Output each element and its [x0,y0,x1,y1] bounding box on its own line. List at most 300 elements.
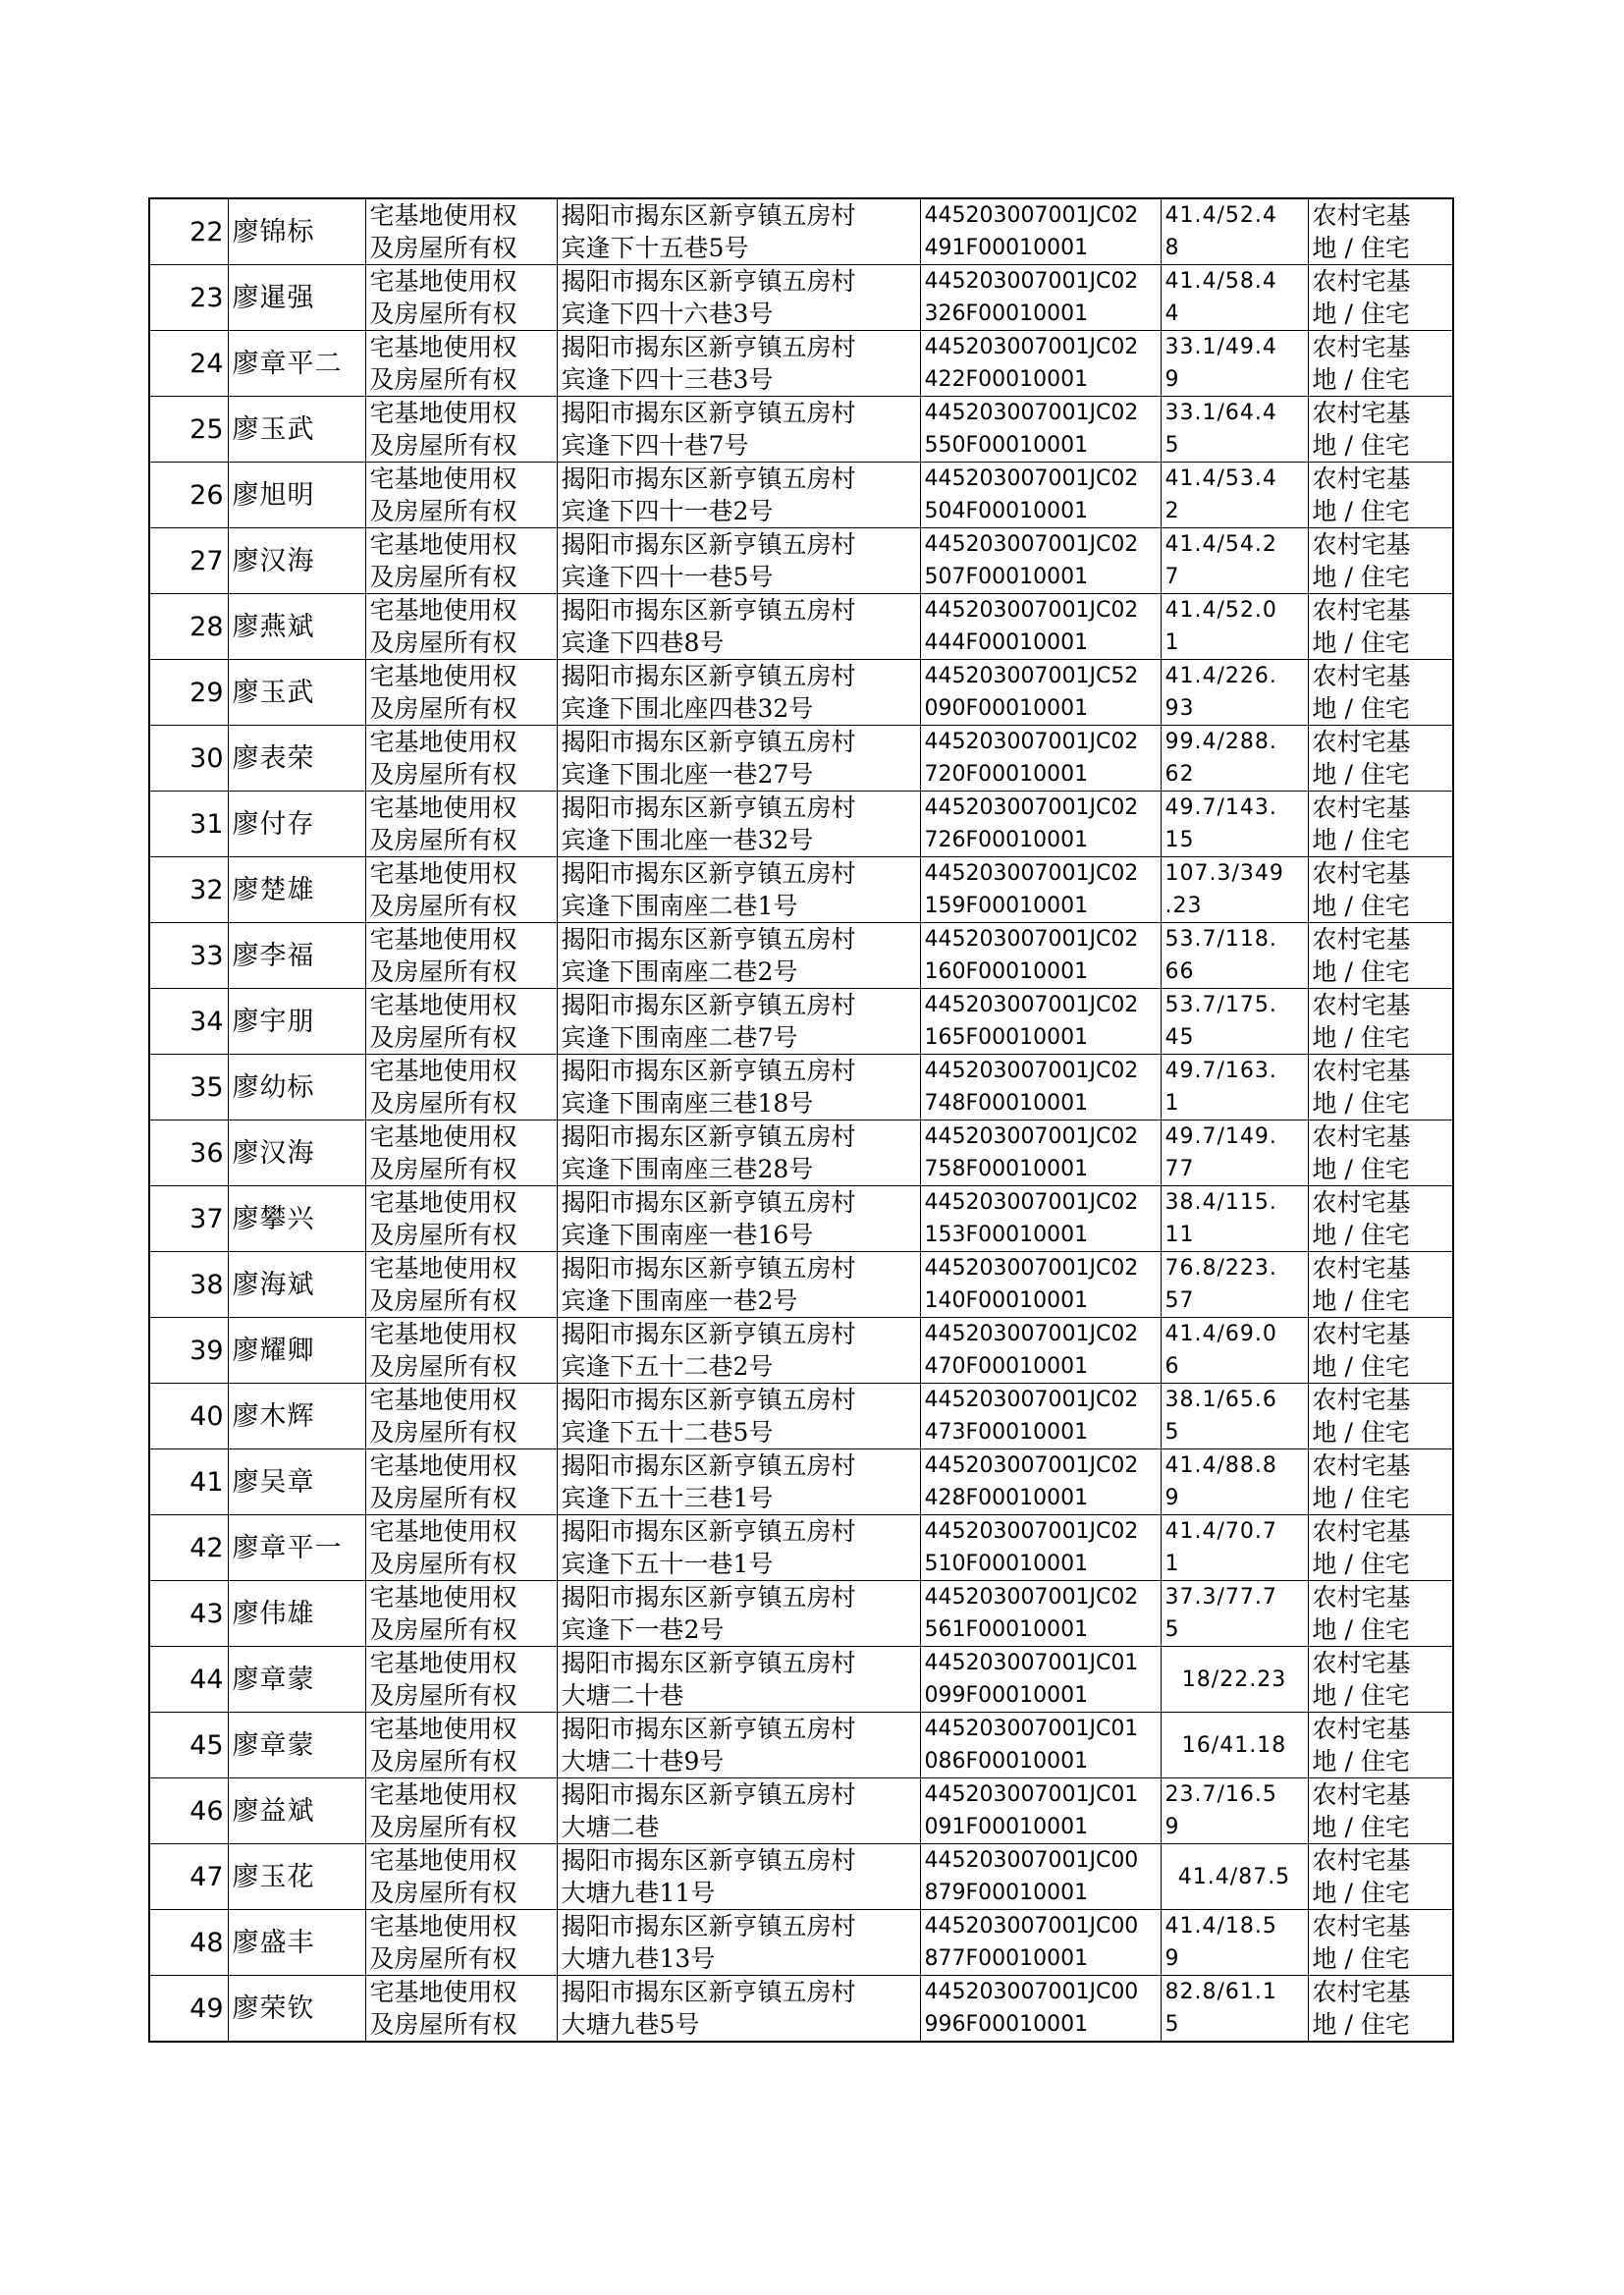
right-type-line: 宅基地使用权 [369,1517,517,1546]
right-type-line: 及房屋所有权 [369,694,517,723]
row-number-cell: 35 [149,1055,228,1120]
area-line: 57 [1164,1288,1195,1313]
table-row [149,1581,1453,1647]
address-line: 大塘二巷 [561,1813,660,1841]
area-line: 1 [1164,1091,1180,1116]
unit-code-line: 444F00010001 [924,630,1089,655]
owner-name-cell: 廖燕斌 [228,594,365,660]
land-use-cell [1308,1449,1453,1515]
right-type-cell [365,594,557,660]
area-line: 9 [1164,1486,1180,1510]
table-row [149,1318,1453,1384]
table-row [149,594,1453,660]
right-type-cell [365,198,557,265]
address-line: 揭阳市揭东区新亨镇五房村 [561,1517,856,1546]
right-type-line: 宅基地使用权 [369,596,517,625]
area-cell [1161,1252,1308,1318]
area-line: 5 [1164,2012,1180,2037]
address-line: 宾逢下围北座一巷32号 [561,826,814,854]
address-line: 揭阳市揭东区新亨镇五房村 [561,1780,856,1809]
owner-name-cell: 廖伟雄 [228,1581,365,1647]
address-cell [557,1055,920,1120]
right-type-line: 及房屋所有权 [369,1023,517,1052]
address-line: 宾逢下围北座四巷32号 [561,694,814,723]
address-cell [557,331,920,397]
right-type-line: 及房屋所有权 [369,1747,517,1776]
right-type-line: 及房屋所有权 [369,497,517,525]
unit-code-cell [920,594,1161,660]
land-use-line: 地 / 住宅 [1312,1155,1410,1183]
address-line: 揭阳市揭东区新亨镇五房村 [561,596,856,625]
unit-code-line: 428F00010001 [924,1486,1089,1510]
right-type-line: 宅基地使用权 [369,201,517,230]
unit-code-line: 445203007001JC01 [924,1717,1139,1741]
row-number-cell: 46 [149,1778,228,1844]
address-cell [557,1844,920,1910]
area-line: 1 [1164,1552,1180,1576]
table-row [149,1515,1453,1581]
area-cell [1161,1120,1308,1186]
right-type-cell [365,857,557,923]
owner-name-cell: 廖攀兴 [228,1186,365,1252]
land-use-line: 农村宅基 [1312,1846,1411,1875]
area-cell [1161,1647,1308,1713]
area-line: 33.1/49.4 [1164,335,1277,359]
land-use-cell [1308,857,1453,923]
owner-name-cell: 廖幼标 [228,1055,365,1120]
land-use-line: 地 / 住宅 [1312,2010,1410,2039]
land-use-cell [1308,463,1453,528]
area-cell [1161,463,1308,528]
area-line: 41.4/226. [1164,664,1277,688]
unit-code-cell [920,1252,1161,1318]
area-cell [1161,660,1308,726]
area-cell [1161,1318,1308,1384]
right-type-line: 及房屋所有权 [369,1813,517,1841]
row-number-cell: 30 [149,726,228,792]
land-use-cell [1308,1844,1453,1910]
land-use-line: 农村宅基 [1312,267,1411,296]
area-line: 9 [1164,367,1180,392]
unit-code-line: 445203007001JC02 [924,1256,1139,1281]
unit-code-line: 510F00010001 [924,1552,1089,1576]
land-use-line: 农村宅基 [1312,1122,1411,1151]
row-number-cell: 26 [149,463,228,528]
right-type-line: 宅基地使用权 [369,1188,517,1217]
right-type-cell [365,1844,557,1910]
land-use-line: 地 / 住宅 [1312,365,1410,394]
land-use-line: 地 / 住宅 [1312,1221,1410,1249]
land-use-cell [1308,1713,1453,1778]
owner-name-cell: 廖汉海 [228,528,365,594]
unit-code-cell [920,463,1161,528]
table-row [149,1384,1453,1449]
address-line: 大塘九巷5号 [561,2010,700,2039]
address-line: 宾逢下围南座一巷2号 [561,1286,798,1315]
area-line: 38.1/65.6 [1164,1388,1277,1412]
address-line: 宾逢下围南座二巷1号 [561,892,798,920]
address-cell [557,857,920,923]
right-type-cell [365,792,557,857]
area-line: 77 [1164,1157,1195,1181]
land-use-line: 农村宅基 [1312,530,1411,559]
unit-code-line: 445203007001JC02 [924,1059,1139,1083]
area-cell [1161,1449,1308,1515]
unit-code-line: 996F00010001 [924,2012,1089,2037]
unit-code-line: 422F00010001 [924,367,1089,392]
right-type-cell [365,528,557,594]
unit-code-line: 470F00010001 [924,1354,1089,1379]
row-number-cell: 24 [149,331,228,397]
land-use-cell [1308,528,1453,594]
land-use-line: 地 / 住宅 [1312,300,1410,328]
area-cell [1161,397,1308,463]
area-cell [1161,1778,1308,1844]
right-type-line: 宅基地使用权 [369,991,517,1019]
unit-code-cell [920,397,1161,463]
unit-code-line: 561F00010001 [924,1617,1089,1642]
table-row [149,528,1453,594]
right-type-line: 及房屋所有权 [369,1089,517,1118]
address-cell [557,1713,920,1778]
address-cell [557,1778,920,1844]
address-line: 揭阳市揭东区新亨镇五房村 [561,530,856,559]
unit-code-line: 326F00010001 [924,301,1089,326]
area-line: 15 [1164,828,1195,852]
right-type-line: 宅基地使用权 [369,399,517,427]
land-use-line: 农村宅基 [1312,1583,1411,1612]
right-type-cell [365,331,557,397]
land-use-cell [1308,1186,1453,1252]
address-line: 揭阳市揭东区新亨镇五房村 [561,267,856,296]
right-type-line: 及房屋所有权 [369,1879,517,1907]
area-cell [1161,331,1308,397]
address-line: 揭阳市揭东区新亨镇五房村 [561,1583,856,1612]
address-line: 揭阳市揭东区新亨镇五房村 [561,1188,856,1217]
right-type-line: 宅基地使用权 [369,333,517,361]
land-use-line: 农村宅基 [1312,1912,1411,1940]
address-cell [557,1515,920,1581]
area-line: 16/41.18 [1181,1732,1287,1758]
area-line: 41.4/54.2 [1164,532,1277,557]
unit-code-line: 445203007001JC02 [924,795,1139,820]
land-use-line: 农村宅基 [1312,1517,1411,1546]
table-row [149,1713,1453,1778]
table-row [149,1055,1453,1120]
table-row [149,660,1453,726]
land-use-cell [1308,1515,1453,1581]
area-line: 41.4/69.0 [1164,1322,1277,1346]
right-type-cell [365,1647,557,1713]
area-line: 1 [1164,630,1180,655]
address-cell [557,923,920,989]
address-line: 宾逢下四巷8号 [561,628,725,657]
area-line: 49.7/163. [1164,1059,1277,1083]
owner-name-cell: 廖锦标 [228,198,365,265]
unit-code-line: 550F00010001 [924,433,1089,458]
right-type-line: 及房屋所有权 [369,300,517,328]
unit-code-line: 099F00010001 [924,1683,1089,1708]
owner-name-cell: 廖付存 [228,792,365,857]
owner-name-cell: 廖章平二 [228,331,365,397]
unit-code-line: 445203007001JC02 [924,269,1139,294]
unit-code-line: 090F00010001 [924,696,1089,721]
right-type-line: 及房屋所有权 [369,1418,517,1447]
right-type-cell [365,1384,557,1449]
area-line: 41.4/70.7 [1164,1519,1277,1544]
right-type-line: 宅基地使用权 [369,464,517,493]
right-type-cell [365,265,557,331]
address-line: 揭阳市揭东区新亨镇五房村 [561,464,856,493]
land-use-cell [1308,1252,1453,1318]
land-use-line: 农村宅基 [1312,1780,1411,1809]
unit-code-cell [920,1055,1161,1120]
row-number-cell: 27 [149,528,228,594]
area-cell [1161,726,1308,792]
area-line: 93 [1164,696,1195,721]
land-use-line: 农村宅基 [1312,1188,1411,1217]
address-line: 揭阳市揭东区新亨镇五房村 [561,1386,856,1414]
address-line: 宾逢下围南座二巷2号 [561,957,798,986]
land-use-line: 地 / 住宅 [1312,1286,1410,1315]
unit-code-cell [920,528,1161,594]
unit-code-cell [920,923,1161,989]
area-line: 9 [1164,1946,1180,1971]
right-type-line: 及房屋所有权 [369,431,517,460]
land-use-line: 地 / 住宅 [1312,1813,1410,1841]
right-type-line: 宅基地使用权 [369,1715,517,1743]
area-line: 49.7/149. [1164,1124,1277,1149]
unit-code-line: 140F00010001 [924,1288,1089,1313]
row-number-cell: 49 [149,1976,228,2043]
owner-name-cell: 廖玉武 [228,397,365,463]
right-type-line: 宅基地使用权 [369,1978,517,2006]
right-type-cell [365,1186,557,1252]
area-line: 18/22.23 [1181,1667,1287,1692]
right-type-line: 及房屋所有权 [369,1286,517,1315]
land-use-line: 地 / 住宅 [1312,826,1410,854]
unit-code-cell [920,792,1161,857]
right-type-line: 宅基地使用权 [369,662,517,690]
table-row [149,989,1453,1055]
address-line: 宾逢下四十巷7号 [561,431,749,460]
area-line: 33.1/64.4 [1164,401,1277,425]
unit-code-line: 165F00010001 [924,1025,1089,1050]
address-line: 宾逢下围南座二巷7号 [561,1023,798,1052]
table-row [149,923,1453,989]
right-type-line: 及房屋所有权 [369,563,517,591]
address-line: 揭阳市揭东区新亨镇五房村 [561,728,856,756]
right-type-line: 及房屋所有权 [369,1221,517,1249]
unit-code-cell [920,989,1161,1055]
land-use-line: 地 / 住宅 [1312,628,1410,657]
table-row [149,1647,1453,1713]
land-use-cell [1308,198,1453,265]
unit-code-cell [920,1647,1161,1713]
unit-code-cell [920,660,1161,726]
area-line: 41.4/58.4 [1164,269,1277,294]
area-line: 23.7/16.5 [1164,1782,1277,1807]
unit-code-line: 720F00010001 [924,762,1089,787]
unit-code-line: 445203007001JC02 [924,993,1139,1017]
land-use-line: 农村宅基 [1312,1386,1411,1414]
unit-code-line: 091F00010001 [924,1815,1089,1839]
area-line: 5 [1164,433,1180,458]
unit-code-line: 445203007001JC00 [924,1848,1139,1873]
unit-code-cell [920,198,1161,265]
address-line: 揭阳市揭东区新亨镇五房村 [561,1122,856,1151]
right-type-line: 及房屋所有权 [369,1681,517,1710]
row-number-cell: 31 [149,792,228,857]
table-row [149,397,1453,463]
land-use-line: 地 / 住宅 [1312,234,1410,262]
row-number-cell: 37 [149,1186,228,1252]
address-cell [557,1976,920,2043]
right-type-line: 宅基地使用权 [369,1320,517,1348]
right-type-line: 宅基地使用权 [369,1780,517,1809]
address-line: 揭阳市揭东区新亨镇五房村 [561,991,856,1019]
unit-code-line: 445203007001JC02 [924,730,1139,754]
unit-code-cell [920,1120,1161,1186]
land-use-line: 地 / 住宅 [1312,1550,1410,1578]
area-line: 41.4/52.0 [1164,598,1277,623]
area-line: 82.8/61.1 [1164,1980,1277,2004]
table-row [149,1120,1453,1186]
right-type-cell [365,660,557,726]
row-number-cell: 40 [149,1384,228,1449]
land-use-line: 地 / 住宅 [1312,1418,1410,1447]
address-cell [557,1581,920,1647]
address-cell [557,594,920,660]
land-use-line: 农村宅基 [1312,333,1411,361]
land-use-line: 地 / 住宅 [1312,957,1410,986]
unit-code-cell [920,726,1161,792]
address-line: 揭阳市揭东区新亨镇五房村 [561,1451,856,1480]
unit-code-cell [920,1186,1161,1252]
right-type-line: 宅基地使用权 [369,1583,517,1612]
right-type-cell [365,1976,557,2043]
unit-code-line: 445203007001JC02 [924,466,1139,491]
right-type-line: 宅基地使用权 [369,530,517,559]
right-type-cell [365,726,557,792]
land-use-line: 地 / 住宅 [1312,760,1410,789]
area-cell [1161,528,1308,594]
address-line: 宾逢下一巷2号 [561,1615,725,1644]
area-line: 41.4/88.8 [1164,1453,1277,1478]
address-cell [557,1910,920,1976]
address-line: 宾逢下四十六巷3号 [561,300,774,328]
right-type-cell [365,1318,557,1384]
land-use-line: 地 / 住宅 [1312,1089,1410,1118]
right-type-cell [365,463,557,528]
area-cell [1161,923,1308,989]
address-line: 揭阳市揭东区新亨镇五房村 [561,399,856,427]
row-number-cell: 22 [149,198,228,265]
address-cell [557,1186,920,1252]
address-cell [557,1318,920,1384]
row-number-cell: 38 [149,1252,228,1318]
unit-code-line: 153F00010001 [924,1223,1089,1247]
address-cell [557,198,920,265]
land-use-cell [1308,1581,1453,1647]
right-type-line: 宅基地使用权 [369,1254,517,1283]
land-use-line: 农村宅基 [1312,399,1411,427]
right-type-line: 及房屋所有权 [369,957,517,986]
land-use-line: 农村宅基 [1312,1978,1411,2006]
area-line: 107.3/349 [1164,861,1284,886]
land-use-line: 农村宅基 [1312,1057,1411,1085]
right-type-cell [365,1515,557,1581]
land-use-cell [1308,594,1453,660]
land-use-line: 农村宅基 [1312,925,1411,954]
unit-code-cell [920,857,1161,923]
right-type-line: 及房屋所有权 [369,234,517,262]
land-use-line: 地 / 住宅 [1312,1615,1410,1644]
land-use-line: 农村宅基 [1312,1649,1411,1677]
land-use-cell [1308,1778,1453,1844]
unit-code-cell [920,1844,1161,1910]
table-row [149,1186,1453,1252]
area-cell [1161,857,1308,923]
unit-code-line: 445203007001JC01 [924,1782,1139,1807]
area-cell [1161,989,1308,1055]
address-cell [557,1384,920,1449]
area-line: 9 [1164,1815,1180,1839]
owner-name-cell: 廖玉花 [228,1844,365,1910]
owner-name-cell: 廖章平一 [228,1515,365,1581]
area-cell [1161,1581,1308,1647]
area-line: 53.7/175. [1164,993,1277,1017]
land-use-cell [1308,1055,1453,1120]
area-cell [1161,1384,1308,1449]
address-cell [557,1120,920,1186]
area-line: 41.4/52.4 [1164,203,1277,228]
table-row [149,1252,1453,1318]
address-line: 揭阳市揭东区新亨镇五房村 [561,925,856,954]
address-cell [557,265,920,331]
address-line: 揭阳市揭东区新亨镇五房村 [561,662,856,690]
unit-code-cell [920,1515,1161,1581]
area-cell [1161,1844,1308,1910]
address-line: 揭阳市揭东区新亨镇五房村 [561,1978,856,2006]
unit-code-cell [920,1976,1161,2043]
unit-code-line: 879F00010001 [924,1881,1089,1905]
table-row [149,1844,1453,1910]
land-use-cell [1308,660,1453,726]
unit-code-cell [920,1713,1161,1778]
unit-code-line: 758F00010001 [924,1157,1089,1181]
area-line: 38.4/115. [1164,1190,1277,1215]
right-type-line: 宅基地使用权 [369,925,517,954]
unit-code-line: 445203007001JC02 [924,203,1139,228]
owner-name-cell: 廖盛丰 [228,1910,365,1976]
address-line: 大塘九巷13号 [561,1944,716,1973]
unit-code-line: 504F00010001 [924,499,1089,523]
area-line: 45 [1164,1025,1195,1050]
area-line: 62 [1164,762,1195,787]
unit-code-cell [920,1384,1161,1449]
land-use-cell [1308,1318,1453,1384]
table-row [149,463,1453,528]
row-number-cell: 45 [149,1713,228,1778]
area-cell [1161,792,1308,857]
unit-code-line: 445203007001JC00 [924,1980,1139,2004]
row-number-cell: 25 [149,397,228,463]
area-line: 41.4/87.5 [1177,1864,1291,1889]
table-row [149,1910,1453,1976]
land-use-line: 地 / 住宅 [1312,1747,1410,1776]
land-use-cell [1308,726,1453,792]
